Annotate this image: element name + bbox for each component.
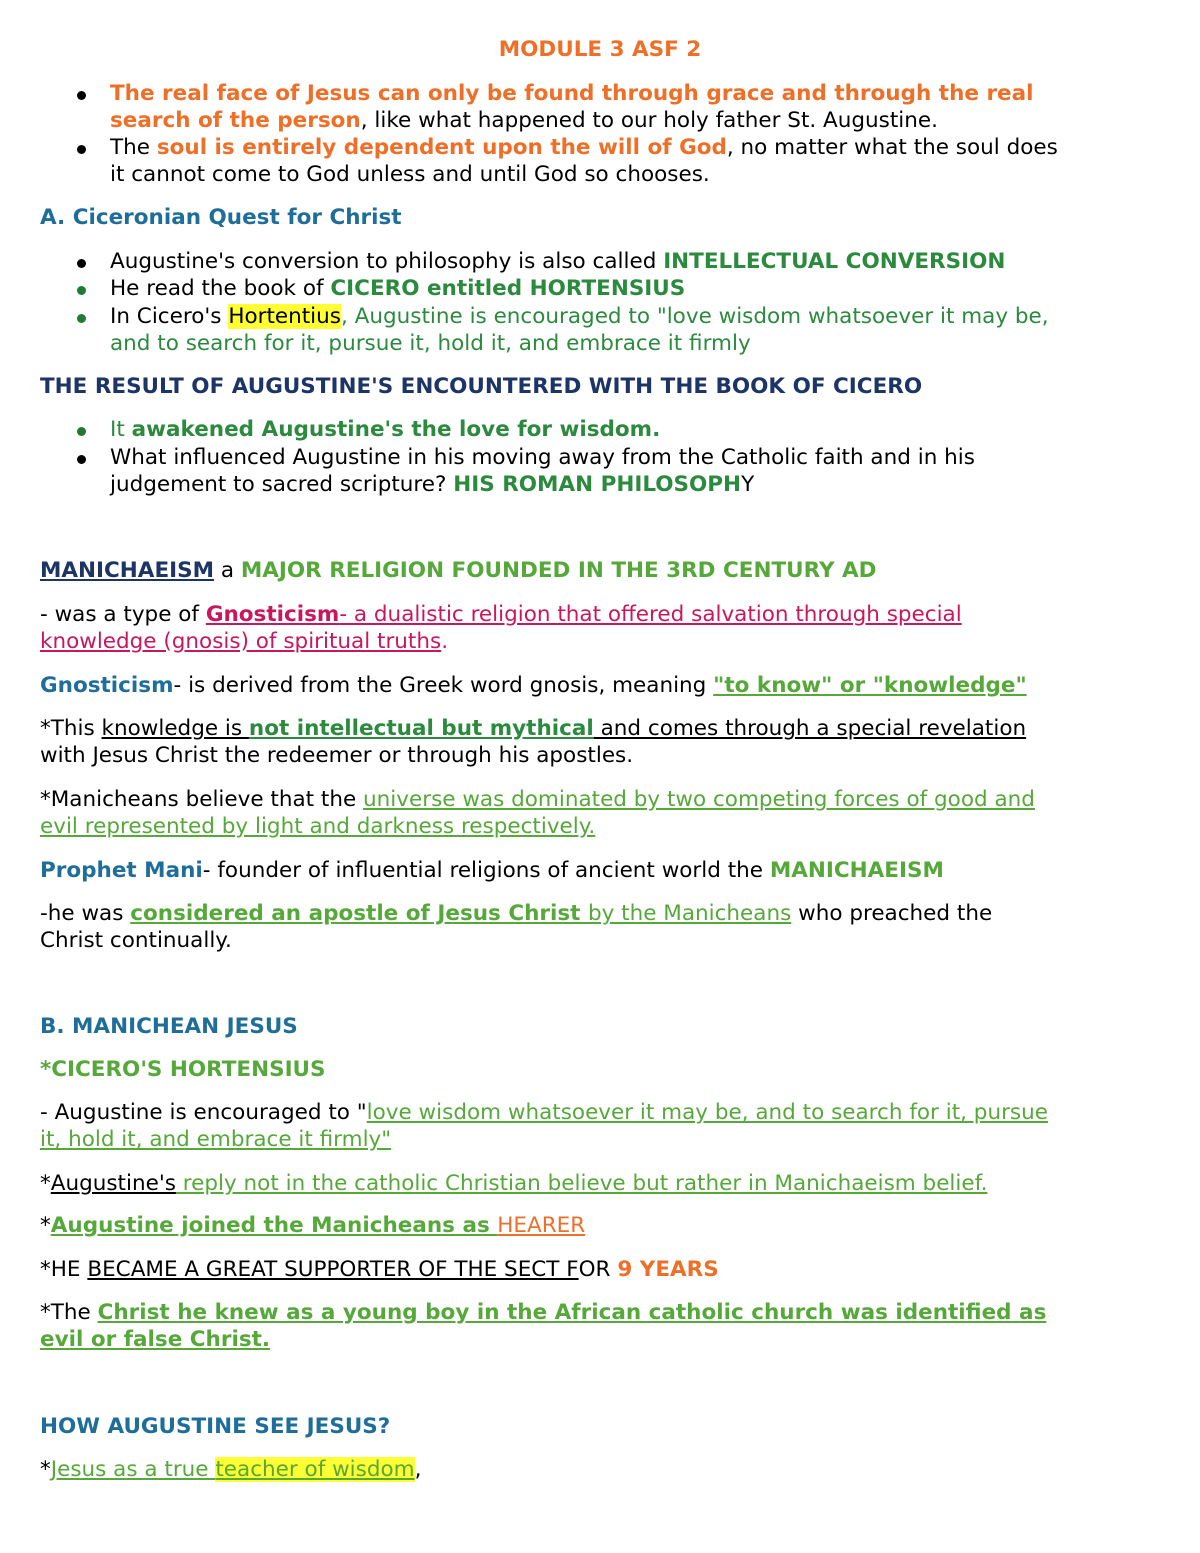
section-b-line-2-text: reply not in the catholic Christian believe but rather in Manichaeism belief. xyxy=(175,1171,988,1196)
result-bullet-2 xyxy=(110,444,1170,498)
gnosticism-definition: - a dualistic religion that offered salvation through special xyxy=(339,602,962,627)
section-b-heading: B. MANICHEAN JESUS xyxy=(40,1014,298,1039)
prophet-mani-line xyxy=(40,857,1160,884)
intro-bullet-2-text-3: it cannot come to God unless and until God so chooses. xyxy=(110,162,710,187)
apostle-emphasis: considered an apostle of Jesus Christ xyxy=(130,901,588,926)
section-b-line-4-text-2: OR xyxy=(578,1257,618,1282)
section-b-subheading: *CICERO'S HORTENSIUS xyxy=(40,1057,326,1082)
manichaeism-term: MANICHAEISM xyxy=(40,558,215,583)
how-heading: HOW AUGUSTINE SEE JESUS? xyxy=(40,1414,391,1439)
result-bullet-2-text-2: judgement to sacred scripture? xyxy=(110,472,454,497)
manicheans-believe-quote: universe was dominated by two competing forces of good and xyxy=(363,787,1035,812)
section-a-bullet-3-quote: , Augustine is encouraged to "love wisdom whatsoever it may be, xyxy=(341,304,1049,329)
knowledge-star: *This xyxy=(40,716,102,741)
result-bullet-1-text: It xyxy=(110,417,132,442)
section-b-line-4-text: *HE xyxy=(40,1257,88,1282)
intro-bullet-2-emphasis: soul is entirely dependent upon the will of God xyxy=(156,135,727,160)
section-a-bullet-1-emphasis: INTELLECTUAL CONVERSION xyxy=(663,249,1006,274)
apostle-text-2: who preached the xyxy=(791,901,993,926)
bullet-icon xyxy=(74,275,88,289)
bullet-icon xyxy=(74,248,88,262)
gnosticism-definition-2: knowledge (gnosis) of spiritual truths xyxy=(40,629,442,654)
apostle-text: -he was xyxy=(40,901,131,926)
section-a-bullet-3-highlight: Hortentius xyxy=(228,304,341,329)
section-b-line-2-star: * xyxy=(40,1171,51,1196)
section-b-line-4-emphasis: 9 YEARS xyxy=(617,1257,719,1282)
section-b-line-5-emphasis-2: evil or false Christ. xyxy=(40,1327,271,1352)
manicheans-believe-quote-2: evil represented by light and darkness respectively. xyxy=(40,814,596,839)
section-b-line-1-quote-2: it, hold it, and embrace it firmly" xyxy=(40,1127,392,1152)
page-title: MODULE 3 ASF 2 xyxy=(498,37,702,62)
how-line-1-text: Jesus as a true xyxy=(50,1457,216,1482)
prophet-mani-text: - founder of influential religions of ancient world the xyxy=(202,858,770,883)
gnosticism-term: Gnosticism xyxy=(205,602,340,627)
section-b-line-4 xyxy=(40,1256,1160,1283)
how-line-1 xyxy=(40,1456,1160,1483)
intro-bullet-1-text: , like what happened to our holy father St. Augustine. xyxy=(360,108,938,133)
knowledge-line xyxy=(40,715,1160,769)
section-b-line-3 xyxy=(40,1212,1160,1239)
bullet-icon xyxy=(74,134,88,148)
bullet-icon xyxy=(74,444,88,458)
result-bullet-1-emphasis: awakened Augustine's the love for wisdom. xyxy=(131,417,661,442)
section-a-bullet-2-text: He read the book of xyxy=(110,276,331,301)
intro-bullet-2-text-2: , no matter what the soul does xyxy=(726,135,1058,160)
section-b-line-1 xyxy=(40,1099,1160,1153)
knowledge-emphasis: not intellectual but mythical xyxy=(248,716,594,741)
section-b-line-5-emphasis: Christ he knew as a young boy in the African catholic church was identified as xyxy=(97,1300,1047,1325)
prophet-mani-emphasis: MANICHAEISM xyxy=(769,858,944,883)
section-b-line-5-text: *The xyxy=(40,1300,98,1325)
intro-bullet-2 xyxy=(110,134,1170,188)
intro-bullet-2-text: The xyxy=(110,135,157,160)
section-b-line-3-emphasis: HEARER xyxy=(497,1213,586,1238)
gnosticism-meaning-line xyxy=(40,672,1160,699)
section-b-line-2 xyxy=(40,1170,1160,1197)
manicheans-believe-line xyxy=(40,786,1160,840)
section-b-line-5 xyxy=(40,1299,1160,1353)
bullet-icon xyxy=(74,416,88,430)
manicheans-believe-text: *Manicheans believe that the xyxy=(40,787,364,812)
section-b-line-3-star: * xyxy=(40,1213,51,1238)
section-a-bullet-3-text: In Cicero's xyxy=(110,304,229,329)
section-b-line-3-text: Augustine joined the Manicheans as xyxy=(50,1213,498,1238)
section-a-heading: A. Ciceronian Quest for Christ xyxy=(40,205,402,230)
manichaeism-definition: MAJOR RELIGION FOUNDED IN THE 3RD CENTURY AD xyxy=(240,558,877,583)
section-b-line-1-text: - Augustine is encouraged to " xyxy=(40,1100,367,1125)
section-a-bullet-3-quote-2: and to search for it, pursue it, hold it, and embrace it firmly xyxy=(110,331,751,356)
gnosticism-period: . xyxy=(441,629,449,654)
apostle-text-3: Christ continually. xyxy=(40,928,232,953)
intro-bullet-1 xyxy=(110,80,1170,134)
intro-bullet-1-emphasis-2: search of the person xyxy=(110,108,361,133)
apostle-line xyxy=(40,900,1160,954)
section-b-line-4-underlined: BECAME A GREAT SUPPORTER OF THE SECT F xyxy=(87,1257,579,1282)
knowledge-text-2: and comes through a special revelation xyxy=(593,716,1027,741)
result-bullet-1 xyxy=(110,416,1170,443)
gnosticism-meaning-quote: "to know" or "knowledge" xyxy=(713,673,1027,698)
gnosticism-meaning-text: - is derived from the Greek word gnosis, meaning xyxy=(173,673,714,698)
how-line-1-star: * xyxy=(40,1457,51,1482)
gnosticism-term-2: Gnosticism xyxy=(40,673,174,698)
bullet-icon xyxy=(74,80,88,94)
result-bullet-2-text-3: Y xyxy=(741,472,755,497)
section-a-bullet-1-text: Augustine's conversion to philosophy is also called xyxy=(110,249,664,274)
gnosticism-type-line xyxy=(40,601,1160,655)
knowledge-text: knowledge is xyxy=(101,716,249,741)
manichaeism-line xyxy=(40,557,1160,584)
section-a-bullet-2-emphasis: CICERO entitled HORTENSIUS xyxy=(330,276,686,301)
section-a-bullet-2 xyxy=(110,275,1170,302)
gnosticism-type-text: - was a type of xyxy=(40,602,206,627)
section-a-bullet-1 xyxy=(110,248,1170,275)
section-b-line-2-subject: Augustine's xyxy=(50,1171,176,1196)
intro-bullet-1-emphasis: The real face of Jesus can only be found through grace and through the real xyxy=(110,81,1034,106)
how-line-1-comma: , xyxy=(414,1457,422,1482)
prophet-mani-term: Prophet Mani xyxy=(40,858,203,883)
knowledge-text-3: with Jesus Christ the redeemer or through his apostles. xyxy=(40,743,634,768)
result-heading: THE RESULT OF AUGUSTINE'S ENCOUNTERED WITH THE BOOK OF CICERO xyxy=(40,374,923,399)
section-b-line-1-quote: love wisdom whatsoever it may be, and to search for it, pursue xyxy=(366,1100,1048,1125)
manichaeism-connector: a xyxy=(214,558,241,583)
how-line-1-highlight: teacher of wisdom xyxy=(215,1457,415,1482)
section-a-bullet-3 xyxy=(110,303,1170,357)
result-bullet-2-emphasis: HIS ROMAN PHILOSOPH xyxy=(453,472,742,497)
result-bullet-2-text: What influenced Augustine in his moving away from the Catholic faith and in his xyxy=(110,445,975,470)
bullet-icon xyxy=(74,303,88,317)
apostle-emphasis-2: by the Manicheans xyxy=(587,901,792,926)
